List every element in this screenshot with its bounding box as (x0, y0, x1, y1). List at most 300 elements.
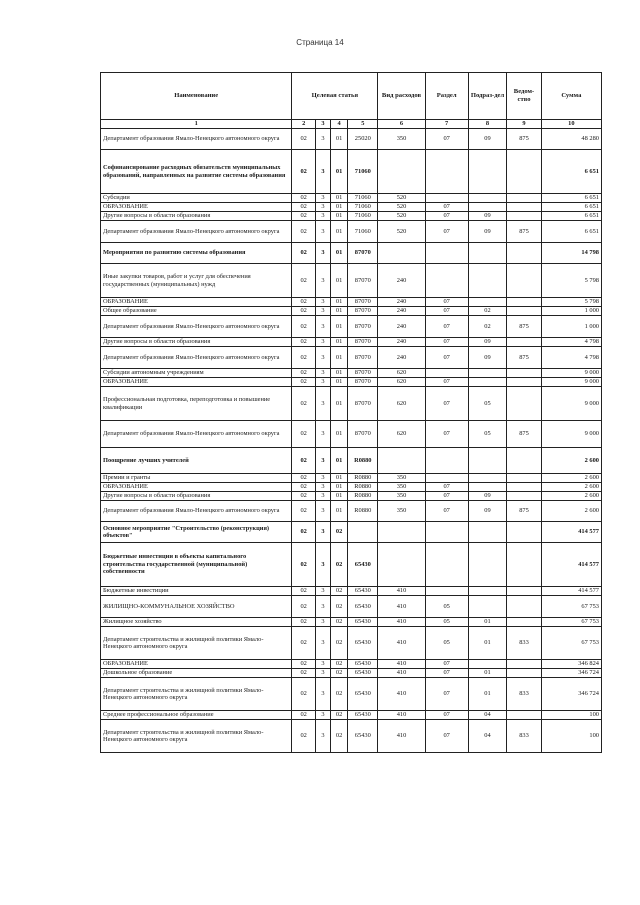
cell-event: 01 (331, 378, 348, 387)
cell-razdel (425, 474, 468, 483)
cell-event: 02 (331, 678, 348, 711)
cell-vedomstvo (507, 522, 541, 543)
table-row (101, 587, 602, 596)
cell-event: 01 (331, 474, 348, 483)
cell-event: 01 (331, 150, 348, 194)
cell-summa: 2 600 (541, 474, 601, 483)
cell-program: 02 (292, 387, 316, 421)
cell-event: 02 (331, 720, 348, 753)
table-row (101, 347, 602, 369)
cell-subprogram: 3 (315, 448, 330, 474)
cell-razdel: 05 (425, 627, 468, 660)
cell-event: 01 (331, 448, 348, 474)
cell-direction: 65430 (348, 678, 378, 711)
cell-name: Департамент строительства и жилищной политики Ямало-Ненецкого автономного округа (101, 720, 292, 753)
cell-vid: 410 (378, 627, 425, 660)
cell-summa: 6 651 (541, 221, 601, 243)
cell-direction: 87070 (348, 378, 378, 387)
cell-vedomstvo (507, 387, 541, 421)
table-row (101, 720, 602, 753)
cell-summa: 6 651 (541, 194, 601, 203)
cell-podrazdel: 09 (468, 221, 507, 243)
cell-program: 02 (292, 243, 316, 264)
cell-summa: 67 753 (541, 618, 601, 627)
cell-program: 02 (292, 492, 316, 501)
cell-podrazdel: 01 (468, 669, 507, 678)
cell-event: 01 (331, 421, 348, 448)
table-row (101, 669, 602, 678)
header-vid: Вид расходов (378, 73, 425, 120)
cell-name: ОБРАЗОВАНИЕ (101, 483, 292, 492)
cell-podrazdel (468, 522, 507, 543)
cell-event: 01 (331, 387, 348, 421)
cell-subprogram: 3 (315, 203, 330, 212)
table-row (101, 660, 602, 669)
cell-podrazdel (468, 474, 507, 483)
cell-direction: R0880 (348, 448, 378, 474)
table-row (101, 369, 602, 378)
cell-direction: 25020 (348, 129, 378, 150)
cell-podrazdel (468, 264, 507, 298)
cell-direction: 87070 (348, 307, 378, 316)
cell-vid: 410 (378, 660, 425, 669)
cell-vedomstvo (507, 378, 541, 387)
cell-razdel (425, 448, 468, 474)
cell-program: 02 (292, 522, 316, 543)
header-summa: Сумма (541, 73, 601, 120)
cell-vedomstvo (507, 307, 541, 316)
cell-direction: 87070 (348, 369, 378, 378)
cell-summa: 9 000 (541, 369, 601, 378)
cell-razdel (425, 543, 468, 587)
cell-podrazdel: 05 (468, 387, 507, 421)
cell-event: 02 (331, 522, 348, 543)
cell-subprogram: 3 (315, 387, 330, 421)
cell-vid: 520 (378, 194, 425, 203)
column-number: 2 (292, 120, 316, 129)
cell-podrazdel: 09 (468, 347, 507, 369)
header-vedomstvo: Ведом-ство (507, 73, 541, 120)
table-row (101, 421, 602, 448)
cell-name: Профессиональная подготовка, переподготовка и повышение квалификации (101, 387, 292, 421)
cell-event: 02 (331, 587, 348, 596)
cell-summa: 14 798 (541, 243, 601, 264)
cell-razdel: 07 (425, 212, 468, 221)
cell-direction: 87070 (348, 264, 378, 298)
cell-podrazdel: 02 (468, 307, 507, 316)
cell-name: Департамент строительства и жилищной политики Ямало-Ненецкого автономного округа (101, 678, 292, 711)
cell-razdel: 07 (425, 660, 468, 669)
cell-razdel: 07 (425, 711, 468, 720)
cell-podrazdel: 09 (468, 129, 507, 150)
cell-vid: 410 (378, 596, 425, 618)
header-podrazdel: Подраз-дел (468, 73, 507, 120)
cell-direction: R0880 (348, 483, 378, 492)
cell-razdel: 07 (425, 669, 468, 678)
budget-table (100, 72, 602, 753)
cell-direction: 87070 (348, 421, 378, 448)
cell-direction: 65430 (348, 720, 378, 753)
table-row (101, 150, 602, 194)
cell-direction: 87070 (348, 387, 378, 421)
cell-vid: 240 (378, 316, 425, 338)
cell-direction: 65430 (348, 660, 378, 669)
cell-vid (378, 150, 425, 194)
cell-event: 01 (331, 129, 348, 150)
cell-name: Дошкольное образование (101, 669, 292, 678)
cell-name: ЖИЛИЩНО-КОММУНАЛЬНОЕ ХОЗЯЙСТВО (101, 596, 292, 618)
table-row (101, 243, 602, 264)
cell-program: 02 (292, 298, 316, 307)
cell-direction (348, 522, 378, 543)
cell-name: Иные закупки товаров, работ и услуг для обеспечения государственных (муниципальных) нужд (101, 264, 292, 298)
cell-podrazdel: 04 (468, 711, 507, 720)
cell-subprogram: 3 (315, 421, 330, 448)
cell-program: 02 (292, 347, 316, 369)
cell-subprogram: 3 (315, 474, 330, 483)
cell-subprogram: 3 (315, 543, 330, 587)
cell-podrazdel: 05 (468, 421, 507, 448)
table-row (101, 627, 602, 660)
cell-razdel: 05 (425, 596, 468, 618)
cell-podrazdel (468, 243, 507, 264)
cell-vid: 620 (378, 369, 425, 378)
cell-name: Другие вопросы в области образования (101, 338, 292, 347)
cell-vid: 410 (378, 618, 425, 627)
cell-program: 02 (292, 711, 316, 720)
cell-vedomstvo (507, 448, 541, 474)
cell-summa: 4 798 (541, 347, 601, 369)
cell-subprogram: 3 (315, 669, 330, 678)
cell-summa: 5 798 (541, 264, 601, 298)
cell-direction: 87070 (348, 347, 378, 369)
cell-podrazdel: 09 (468, 492, 507, 501)
cell-vedomstvo (507, 338, 541, 347)
cell-direction: 65430 (348, 587, 378, 596)
cell-vedomstvo (507, 596, 541, 618)
cell-vid: 350 (378, 501, 425, 522)
cell-summa: 4 798 (541, 338, 601, 347)
cell-event: 01 (331, 212, 348, 221)
cell-podrazdel (468, 483, 507, 492)
cell-name: Субсидии (101, 194, 292, 203)
cell-razdel: 07 (425, 221, 468, 243)
cell-razdel (425, 243, 468, 264)
cell-program: 02 (292, 307, 316, 316)
cell-summa: 414 577 (541, 543, 601, 587)
cell-direction: 71060 (348, 203, 378, 212)
cell-podrazdel (468, 298, 507, 307)
cell-razdel: 07 (425, 501, 468, 522)
column-number: 9 (507, 120, 541, 129)
table-row (101, 338, 602, 347)
cell-subprogram: 3 (315, 587, 330, 596)
cell-event: 01 (331, 194, 348, 203)
cell-name: Департамент образования Ямало-Ненецкого автономного округа (101, 316, 292, 338)
cell-razdel (425, 522, 468, 543)
column-number: 3 (315, 120, 330, 129)
cell-program: 02 (292, 212, 316, 221)
cell-razdel: 07 (425, 378, 468, 387)
cell-podrazdel (468, 369, 507, 378)
cell-name: ОБРАЗОВАНИЕ (101, 203, 292, 212)
cell-direction: 87070 (348, 338, 378, 347)
header-name: Наименование (101, 73, 292, 120)
table-row (101, 378, 602, 387)
cell-vid: 520 (378, 221, 425, 243)
cell-vedomstvo (507, 203, 541, 212)
cell-podrazdel: 01 (468, 678, 507, 711)
cell-summa: 1 000 (541, 316, 601, 338)
column-number-row (101, 120, 602, 129)
cell-subprogram: 3 (315, 627, 330, 660)
cell-program: 02 (292, 618, 316, 627)
cell-program: 02 (292, 194, 316, 203)
cell-vedomstvo: 833 (507, 720, 541, 753)
cell-podrazdel (468, 448, 507, 474)
cell-program: 02 (292, 596, 316, 618)
cell-event: 02 (331, 660, 348, 669)
column-number: 5 (348, 120, 378, 129)
cell-vedomstvo (507, 474, 541, 483)
cell-name: Другие вопросы в области образования (101, 212, 292, 221)
cell-podrazdel: 09 (468, 501, 507, 522)
cell-name: Департамент образования Ямало-Ненецкого автономного округа (101, 221, 292, 243)
cell-name: Софинансирование расходных обязательств муниципальных образований, направленных на развитие системы образования (101, 150, 292, 194)
cell-subprogram: 3 (315, 483, 330, 492)
cell-razdel: 07 (425, 298, 468, 307)
cell-direction: 87070 (348, 298, 378, 307)
table-row (101, 298, 602, 307)
cell-subprogram: 3 (315, 307, 330, 316)
cell-vedomstvo (507, 369, 541, 378)
cell-summa: 346 824 (541, 660, 601, 669)
cell-summa: 414 577 (541, 587, 601, 596)
table-row (101, 711, 602, 720)
cell-razdel: 07 (425, 338, 468, 347)
cell-program: 02 (292, 474, 316, 483)
cell-vedomstvo (507, 492, 541, 501)
cell-vedomstvo (507, 618, 541, 627)
cell-direction: 65430 (348, 596, 378, 618)
column-number: 1 (101, 120, 292, 129)
cell-event: 01 (331, 316, 348, 338)
cell-razdel (425, 264, 468, 298)
cell-vid: 350 (378, 483, 425, 492)
cell-event: 01 (331, 347, 348, 369)
cell-summa: 9 000 (541, 421, 601, 448)
table-row (101, 483, 602, 492)
cell-summa: 6 651 (541, 150, 601, 194)
cell-event: 01 (331, 369, 348, 378)
table-body (101, 129, 602, 753)
cell-razdel: 07 (425, 203, 468, 212)
cell-summa: 48 280 (541, 129, 601, 150)
cell-name: Основное мероприятие "Строительство (реконструкция) объектов" (101, 522, 292, 543)
header-razdel: Раздел (425, 73, 468, 120)
cell-vedomstvo (507, 243, 541, 264)
cell-podrazdel (468, 150, 507, 194)
cell-program: 02 (292, 264, 316, 298)
cell-subprogram: 3 (315, 264, 330, 298)
cell-subprogram: 3 (315, 596, 330, 618)
cell-vid: 240 (378, 307, 425, 316)
cell-vedomstvo (507, 660, 541, 669)
table-row (101, 203, 602, 212)
cell-name: Субсидии автономным учреждениям (101, 369, 292, 378)
cell-razdel: 07 (425, 720, 468, 753)
cell-summa: 2 600 (541, 492, 601, 501)
cell-summa: 2 600 (541, 483, 601, 492)
cell-event: 02 (331, 669, 348, 678)
cell-vid: 240 (378, 347, 425, 369)
cell-razdel: 07 (425, 316, 468, 338)
cell-name: Бюджетные инвестиции в объекты капитального строительства государственной (муниципальной) собственности (101, 543, 292, 587)
cell-vedomstvo: 875 (507, 129, 541, 150)
cell-razdel: 07 (425, 421, 468, 448)
cell-subprogram: 3 (315, 522, 330, 543)
cell-name: Среднее профессиональное образование (101, 711, 292, 720)
cell-summa: 2 600 (541, 448, 601, 474)
cell-vid (378, 243, 425, 264)
cell-summa: 5 798 (541, 298, 601, 307)
cell-subprogram: 3 (315, 347, 330, 369)
cell-podrazdel (468, 378, 507, 387)
cell-razdel: 07 (425, 492, 468, 501)
cell-vid: 410 (378, 678, 425, 711)
cell-podrazdel (468, 194, 507, 203)
cell-event: 01 (331, 501, 348, 522)
cell-program: 02 (292, 316, 316, 338)
cell-direction: 87070 (348, 243, 378, 264)
cell-summa: 414 577 (541, 522, 601, 543)
cell-summa: 346 724 (541, 678, 601, 711)
cell-summa: 2 600 (541, 501, 601, 522)
cell-event: 01 (331, 221, 348, 243)
cell-program: 02 (292, 720, 316, 753)
cell-vedomstvo: 875 (507, 221, 541, 243)
cell-event: 01 (331, 203, 348, 212)
table-row (101, 194, 602, 203)
cell-vedomstvo (507, 150, 541, 194)
cell-direction: 65430 (348, 711, 378, 720)
cell-summa: 6 651 (541, 203, 601, 212)
cell-program: 02 (292, 587, 316, 596)
cell-direction: 71060 (348, 194, 378, 203)
cell-direction: 65430 (348, 543, 378, 587)
header-target: Целевая статья (292, 73, 378, 120)
cell-vid: 410 (378, 587, 425, 596)
cell-summa: 67 753 (541, 627, 601, 660)
cell-vid (378, 543, 425, 587)
cell-vid: 410 (378, 711, 425, 720)
cell-subprogram: 3 (315, 298, 330, 307)
cell-direction: R0880 (348, 474, 378, 483)
cell-name: Жилищное хозяйство (101, 618, 292, 627)
header-row (101, 73, 602, 120)
cell-razdel (425, 369, 468, 378)
cell-vid: 620 (378, 378, 425, 387)
cell-event: 02 (331, 627, 348, 660)
cell-razdel: 07 (425, 347, 468, 369)
cell-podrazdel (468, 596, 507, 618)
cell-subprogram: 3 (315, 243, 330, 264)
column-number: 4 (331, 120, 348, 129)
column-number: 8 (468, 120, 507, 129)
cell-vid: 620 (378, 421, 425, 448)
cell-vid: 350 (378, 129, 425, 150)
cell-razdel (425, 587, 468, 596)
cell-subprogram: 3 (315, 369, 330, 378)
cell-name: Поощрение лучших учителей (101, 448, 292, 474)
cell-subprogram: 3 (315, 378, 330, 387)
cell-direction: 65430 (348, 627, 378, 660)
cell-program: 02 (292, 448, 316, 474)
cell-vid: 520 (378, 203, 425, 212)
cell-subprogram: 3 (315, 678, 330, 711)
cell-vedomstvo (507, 543, 541, 587)
cell-name: Премии и гранты (101, 474, 292, 483)
cell-program: 02 (292, 543, 316, 587)
cell-subprogram: 3 (315, 129, 330, 150)
column-number: 10 (541, 120, 601, 129)
cell-vedomstvo: 833 (507, 678, 541, 711)
cell-direction: 87070 (348, 316, 378, 338)
cell-program: 02 (292, 627, 316, 660)
table-row (101, 501, 602, 522)
cell-direction: 65430 (348, 618, 378, 627)
cell-razdel (425, 150, 468, 194)
cell-summa: 100 (541, 711, 601, 720)
cell-name: Департамент строительства и жилищной политики Ямало-Ненецкого автономного округа (101, 627, 292, 660)
cell-event: 01 (331, 483, 348, 492)
cell-podrazdel (468, 660, 507, 669)
cell-name: Другие вопросы в области образования (101, 492, 292, 501)
cell-vedomstvo: 875 (507, 347, 541, 369)
cell-event: 01 (331, 298, 348, 307)
cell-event: 02 (331, 711, 348, 720)
budget-table-wrapper (100, 72, 602, 753)
cell-subprogram: 3 (315, 212, 330, 221)
cell-name: Департамент образования Ямало-Ненецкого автономного округа (101, 501, 292, 522)
cell-vid: 350 (378, 474, 425, 483)
cell-razdel: 07 (425, 129, 468, 150)
cell-event: 02 (331, 543, 348, 587)
table-row (101, 212, 602, 221)
column-number: 7 (425, 120, 468, 129)
cell-program: 02 (292, 669, 316, 678)
cell-vedomstvo (507, 669, 541, 678)
cell-name: ОБРАЗОВАНИЕ (101, 660, 292, 669)
table-row (101, 678, 602, 711)
cell-razdel (425, 194, 468, 203)
cell-program: 02 (292, 660, 316, 669)
cell-name: Департамент образования Ямало-Ненецкого автономного округа (101, 129, 292, 150)
cell-subprogram: 3 (315, 194, 330, 203)
page-header: Страница 14 (296, 38, 344, 47)
cell-event: 02 (331, 618, 348, 627)
cell-podrazdel (468, 543, 507, 587)
cell-vid: 240 (378, 338, 425, 347)
cell-vedomstvo: 875 (507, 421, 541, 448)
cell-summa: 6 651 (541, 212, 601, 221)
cell-vid (378, 448, 425, 474)
cell-name: Бюджетные инвестиции (101, 587, 292, 596)
cell-vid: 410 (378, 720, 425, 753)
cell-podrazdel: 09 (468, 338, 507, 347)
cell-vid: 520 (378, 212, 425, 221)
cell-vedomstvo (507, 587, 541, 596)
